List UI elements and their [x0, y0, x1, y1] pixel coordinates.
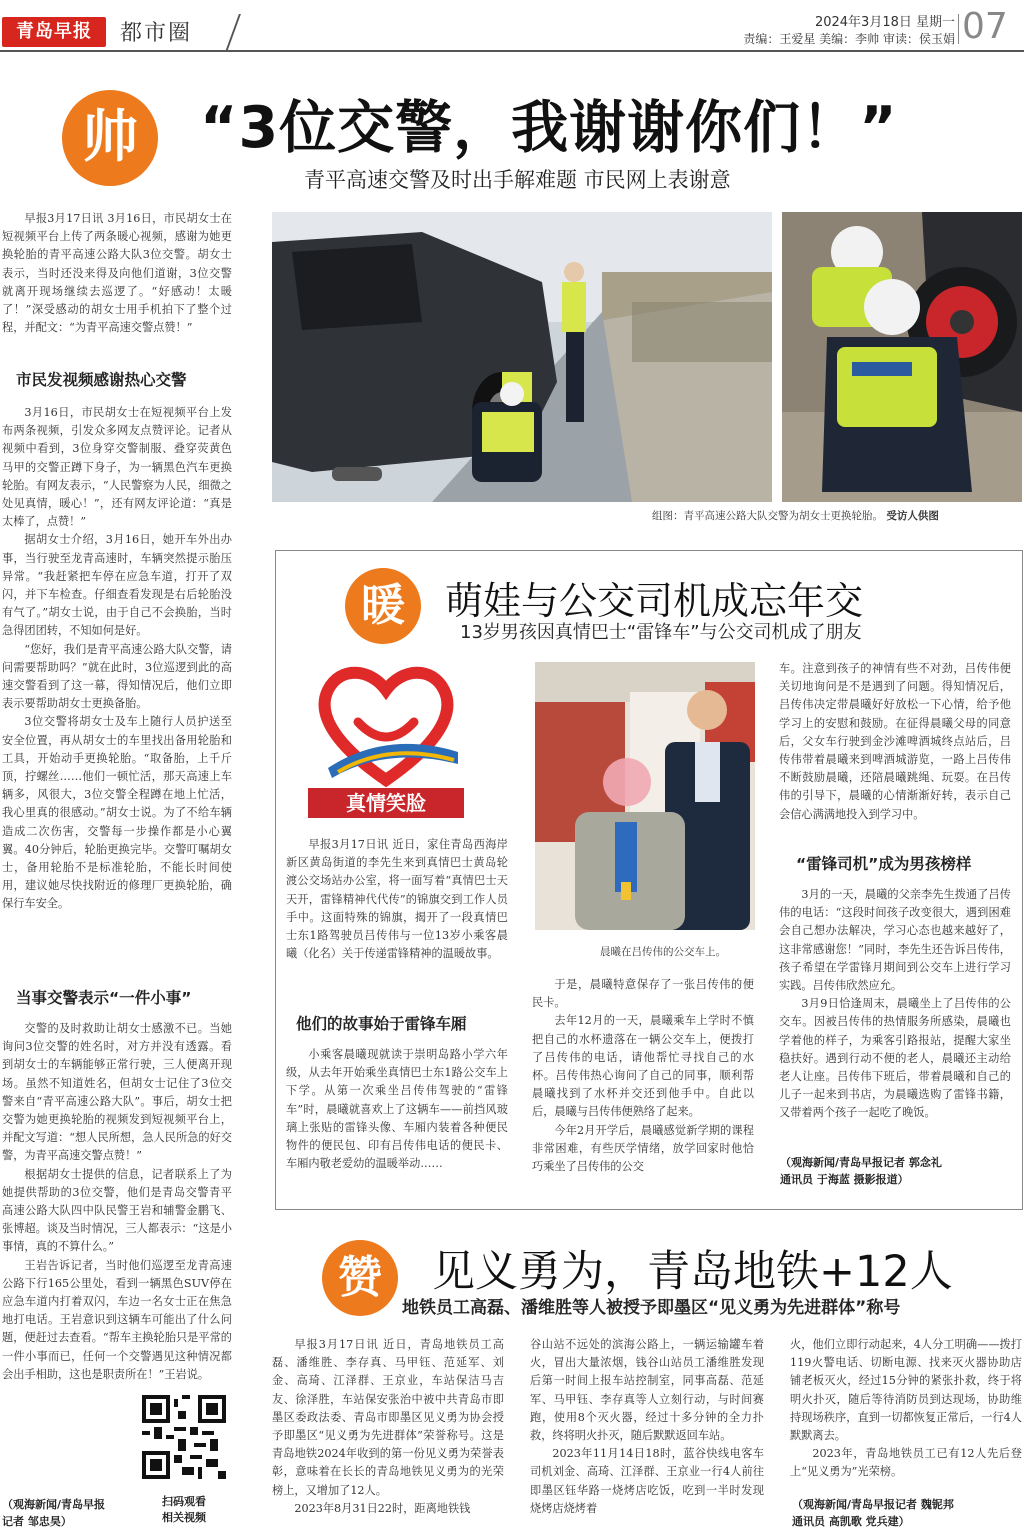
article2-photo-bus: [535, 662, 755, 930]
paragraph: 交警的及时救助让胡女士感激不已。当她询问3位交警的姓名时，对方并没有透露。看到胡女士的车辆能够正常行驶，三人便离开现场。虽然不知道姓名，但胡女士记住了3位交警来自“青平高速公路大队”。事后，胡女士把交警为她更换轮胎的视频发到短视频平台上，并配文写道：“想人民所想，急人民所急的好交警，为青平高速交警点赞！”: [2, 1022, 232, 1163]
paragraph: 根据胡女士提供的信息，记者联系上了为她提供帮助的3位交警，他们是青岛交警青平高速公路大队四中队民警王岩和辅警金鹏飞、张博超。谈及当时情况，三人都表示：“这是小事情，真的不算什么。”: [2, 1167, 232, 1254]
paragraph: 王岩告诉记者，当时他们巡逻至龙青高速公路下行165公里处，看到一辆黑色SUV停在应急车道内打着双闪，车边一名女士正在焦急地打电话。王岩意识到这辆车可能出了什么问题，便赶过去查看。“帮车主换轮胎只是平常的一件小事而已，任何一个交警遇见这种情况都会出手相助，这也是职责所在！”王岩说。: [2, 1258, 232, 1381]
header-rule: [0, 50, 1024, 52]
article1-section1-body: [2, 404, 232, 974]
article1-lead-paragraph: 早报3月17日讯 3月16日，市民胡女士在短视频平台上传了两条暖心视频，感谢为她更换轮胎的青平高速公路大队3位交警。胡女士表示，当时还没来得及向他们道谢，3位交警就离开现场继续去巡逻了。“好感动！太暖了！”深受感动的胡女士用手机拍下了整个过程，并配文：“为青平高速交警点赞！”: [2, 212, 232, 335]
photo-caption-text: 组图：青平高速公路大队交警为胡女士更换轮胎。: [652, 510, 883, 522]
article2-section1-body: [286, 1046, 508, 1192]
article1-section2-title: 当事交警表示“一件小事”: [16, 989, 192, 1007]
section-name: 都市圈: [120, 21, 193, 46]
article2-byline: [780, 1154, 942, 1188]
road-scene-illustration: [272, 212, 772, 502]
paragraph: 3月9日恰逢周末，晨曦坐上了吕传伟的公交车。因被吕传伟的热情服务所感染，晨曦也学着他的样子，为乘客引路报站，提醒大家坐稳扶好。遇到行动不便的老人，晨曦还主动给老人让座。吕传伟下班后，带着晨曦和自己的儿子一起来到书店，为晨曦选购了雷锋书籍，又带着两个孩子一起吃了晚饭。: [779, 997, 1011, 1120]
article3-byline: [792, 1496, 954, 1530]
paragraph: “您好，我们是青平高速公路大队交警，请问需要帮助吗？”就在此时，3位巡逻到此的高速交警看到了这一幕，得知情况后，他们立即表示要帮助胡女士更换备胎。: [2, 642, 232, 711]
byline-line: 通讯员 高凯歌 党兵建）: [792, 1515, 910, 1528]
paragraph: 早报3月17日讯 近日，青岛地铁员工高磊、潘维胜、李存真、马甲钰、范延军、刘金、高琦、江泽群、王京业，车站保洁马吉友、徐泽胜，车站保安张治中被中共青岛市即墨区委政法委、青岛市即墨区见义勇为协会授予即墨区“见义勇为先进群体”荣誉称号。这是青岛地铁2024年收到的第一份见义勇为荣誉表彰，意味着在长长的青岛地铁见义勇为的光荣榜上，又增加了12人。: [272, 1338, 504, 1497]
paragraph: 今年2月开学后，晨曦感觉新学期的课程非常困难，有些厌学情绪，放学回家时他恰巧乘坐了吕传伟的公交: [532, 1123, 754, 1174]
article3-column1: [272, 1336, 504, 1530]
article1-headline: “3位交警，我谢谢你们！”: [200, 95, 898, 161]
article1-photo-tire-closeup: [782, 212, 1022, 502]
paragraph: 火，他们立即行动起来，4人分工明确——拨打119火警电话、切断电源、找来灭火器协助店铺老板灭火，经过15分钟的紧张扑救，终于将明火扑灭，随后等待消防员到达现场，协助维持现场秩序，直到一切都恢复正常后，一行4人默默离去。: [790, 1338, 1022, 1443]
qr-code-icon: [142, 1395, 226, 1479]
badge-warm: 暖: [345, 568, 421, 644]
byline-line: 通讯员 于海蓝 摄影报道）: [780, 1173, 909, 1186]
article2-headline: 萌娃与公交司机成忘年交: [445, 579, 864, 623]
paragraph: 3月的一天，晨曦的父亲李先生拨通了吕传伟的电话：“这段时间孩子改变很大，遇到困难会自己想办法解决，学习心态也越来越好了，这非常感谢您！”同时，李先生还告诉吕传伟，孩子希望在学雷锋月期间到公交车上进行学习实践。吕传伟欣然应允。: [779, 888, 1011, 993]
article3-headline: 见义勇为，青岛地铁+12人: [432, 1247, 953, 1297]
header-divider: [199, 14, 241, 52]
article2-lead: [286, 836, 508, 1000]
sincere-smile-logo: [308, 660, 464, 820]
article1-byline: [2, 1496, 105, 1530]
byline-line: （观海新闻/青岛早报: [2, 1498, 106, 1511]
bus-driver-boy-illustration: [535, 662, 755, 930]
paragraph: 于是，晨曦特意保存了一张吕传伟的便民卡。: [532, 978, 754, 1010]
heart-smile-icon: [308, 660, 464, 790]
paragraph: 3月16日，市民胡女士在短视频平台上发布两条视频，引发众多网友点赞评论。记者从视频中看到，3位身穿交警制服、叠穿荧黄色马甲的交警正蹲下身子，为一辆黑色汽车更换轮胎。有网友表示，“人民警察为人民，细微之处见真情，暖心！”，还有网友评论道：“真是太棒了，点赞！”: [2, 406, 232, 529]
article2-column3-top: [779, 660, 1011, 844]
paragraph: 3位交警将胡女士及车上随行人员护送至安全位置，再从胡女士的车里找出备用轮胎和工具，开始动手更换轮胎。“取备胎，上千斤顶，拧螺丝……他们一顿忙活，那天高速上车辆多，风很大，3位交警全程蹲在地上忙活，我心里真的很感动。”胡女士说。为了不给车辆造成二次伤害，交警每一步操作都是小心翼翼。40分钟后，轮胎更换完毕。交警叮嘱胡女士，备用轮胎不是标准轮胎，不能长时间使用，建议她尽快找附近的修理厂更换轮胎，确保行车安全。: [2, 715, 232, 911]
badge-handsome: 帅: [62, 90, 158, 186]
article1-lead: [2, 210, 232, 350]
article1-photo-road: [272, 212, 772, 502]
photo-credit: 受访人供图: [886, 510, 939, 522]
article1-section1-title: 市民发视频感谢热心交警: [16, 371, 187, 389]
paragraph: 去年12月的一天，晨曦乘车上学时不慎把自己的水杯遗落在一辆公交车上，便拨打了吕传伟的电话，请他帮忙寻找自己的水杯。吕传伟热心询问了自己的同事，顺利帮晨曦找到了水杯并交还到他手中。自此以后，晨曦与吕传伟便熟络了起来。: [532, 1014, 754, 1119]
editors-credit: 责编：王爱星 美编：李帅 审读：侯玉娟: [743, 32, 955, 46]
article2-lead-paragraph: 早报3月17日讯 近日，家住青岛西海岸新区黄岛街道的李先生来到真情巴士黄岛轮渡公交场站办公室，将一面写着“真情巴士天天开，雷锋精神代代传”的锦旗交到工作人员手中。这面特殊的锦旗，揭开了一段真情巴士东1路驾驶员吕传伟与一位13岁小乘客晨曦（化名）关于传递雷锋精神的温暖故事。: [286, 838, 508, 961]
article2-subheadline: 13岁男孩因真情巴士“雷锋车”与公交司机成了朋友: [460, 622, 862, 643]
issue-date: 2024年3月18日 星期一: [814, 15, 955, 30]
paragraph: 2023年8月31日22时，距离地铁钱: [294, 1501, 471, 1515]
paragraph: 谷山站不远处的滨海公路上，一辆运输罐车着火，冒出大量浓烟，钱谷山站员工潘维胜发现后第一时间上报车站控制室，同事高磊、范延军、马甲钰、李存真等人立刻行动，与时间赛跑，使用8个灭火器，经过十多分钟的全力扑救，终将明火扑灭，随后默默返回车站。: [530, 1338, 764, 1443]
badge-praise: 赞: [322, 1240, 398, 1316]
article2-column2: [532, 976, 754, 1190]
article3-column2: [530, 1336, 764, 1530]
article1-section2-body: [2, 1020, 232, 1382]
article3-column3: [790, 1336, 1022, 1496]
page-number-divider: [958, 14, 959, 44]
newspaper-logo: 青岛早报: [2, 17, 106, 47]
qr-caption-line: 扫码观看: [162, 1495, 206, 1508]
byline-line: （观海新闻/青岛早报记者 魏铌邦: [792, 1498, 954, 1511]
byline-line: 记者 邹忠昊）: [2, 1515, 72, 1528]
tire-change-illustration: [782, 212, 1022, 502]
paragraph: 车。注意到孩子的神情有些不对劲，吕传伟便关切地询问是不是遇到了问题。得知情况后，吕传伟决定带晨曦好好放松一下心情，给予他学习上的安慰和鼓励。在征得晨曦父母的同意后，父女车行驶到金沙滩啤酒城终点站后，吕传伟带着晨曦来到啤酒城游览，一路上吕传伟不断鼓励晨曦，还陪晨曦跳绳、玩耍。在吕传伟的引导下，晨曦的心情渐渐好转，表示自己会信心满满地投入到学习中。: [779, 662, 1011, 821]
qr-code[interactable]: [142, 1395, 226, 1479]
article2-section1-title: 他们的故事始于雷锋车厢: [296, 1015, 467, 1033]
article2-photo-caption: 晨曦在吕传伟的公交车上。: [600, 946, 726, 958]
qr-caption: [162, 1494, 206, 1526]
page-number: 07: [962, 6, 1008, 47]
article1-section2-continued: [2, 1384, 128, 1494]
paragraph: 据胡女士介绍，3月16日，她开车外出办事，当行驶至龙青高速时，车辆突然提示胎压异常。“我赶紧把车停在应急车道，打开了双闪，并下车检查。仔细查看发现是右后轮胎没有气了。”胡女士说，由于自己不会换胎，当时急得团团转，不知如何是好。: [2, 533, 232, 638]
article3-subheadline: 地铁员工高磊、潘维胜等人被授予即墨区“见义勇为先进群体”称号: [402, 1298, 901, 1318]
qr-caption-line: 相关视频: [162, 1511, 206, 1524]
paragraph: 2023年11月14日18时，蓝谷快线电客车司机刘金、高琦、江泽群、王京业一行4人前往即墨区钰华路一烧烤店吃饭，吃到一半时发现烧烤店烧烤着: [530, 1447, 764, 1515]
article2-section2-title: “雷锋司机”成为男孩榜样: [796, 855, 972, 873]
sincere-smile-label: 真情笑脸: [308, 788, 464, 818]
byline-line: （观海新闻/青岛早报记者 郭念礼: [780, 1156, 942, 1169]
paragraph: 2023年，青岛地铁员工已有12人先后登上“见义勇为”光荣榜。: [790, 1447, 1022, 1479]
article1-photo-caption: [652, 508, 939, 523]
paragraph: 小乘客晨曦现就读于崇明岛路小学六年级，从去年开始乘坐真情巴士东1路公交车上下学。从第一次乘坐吕传伟驾驶的“雷锋车”时，晨曦就喜欢上了这辆车——前挡风玻璃上张贴的雷锋头像、车厢内装着各种便民物件的便民包、印有吕传伟电话的便民卡、车厢内敬老爱幼的温暖举动……: [286, 1048, 508, 1171]
article1-subheadline: 青平高速交警及时出手解难题 市民网上表谢意: [304, 168, 731, 192]
article2-column3-bottom: [779, 886, 1011, 1154]
